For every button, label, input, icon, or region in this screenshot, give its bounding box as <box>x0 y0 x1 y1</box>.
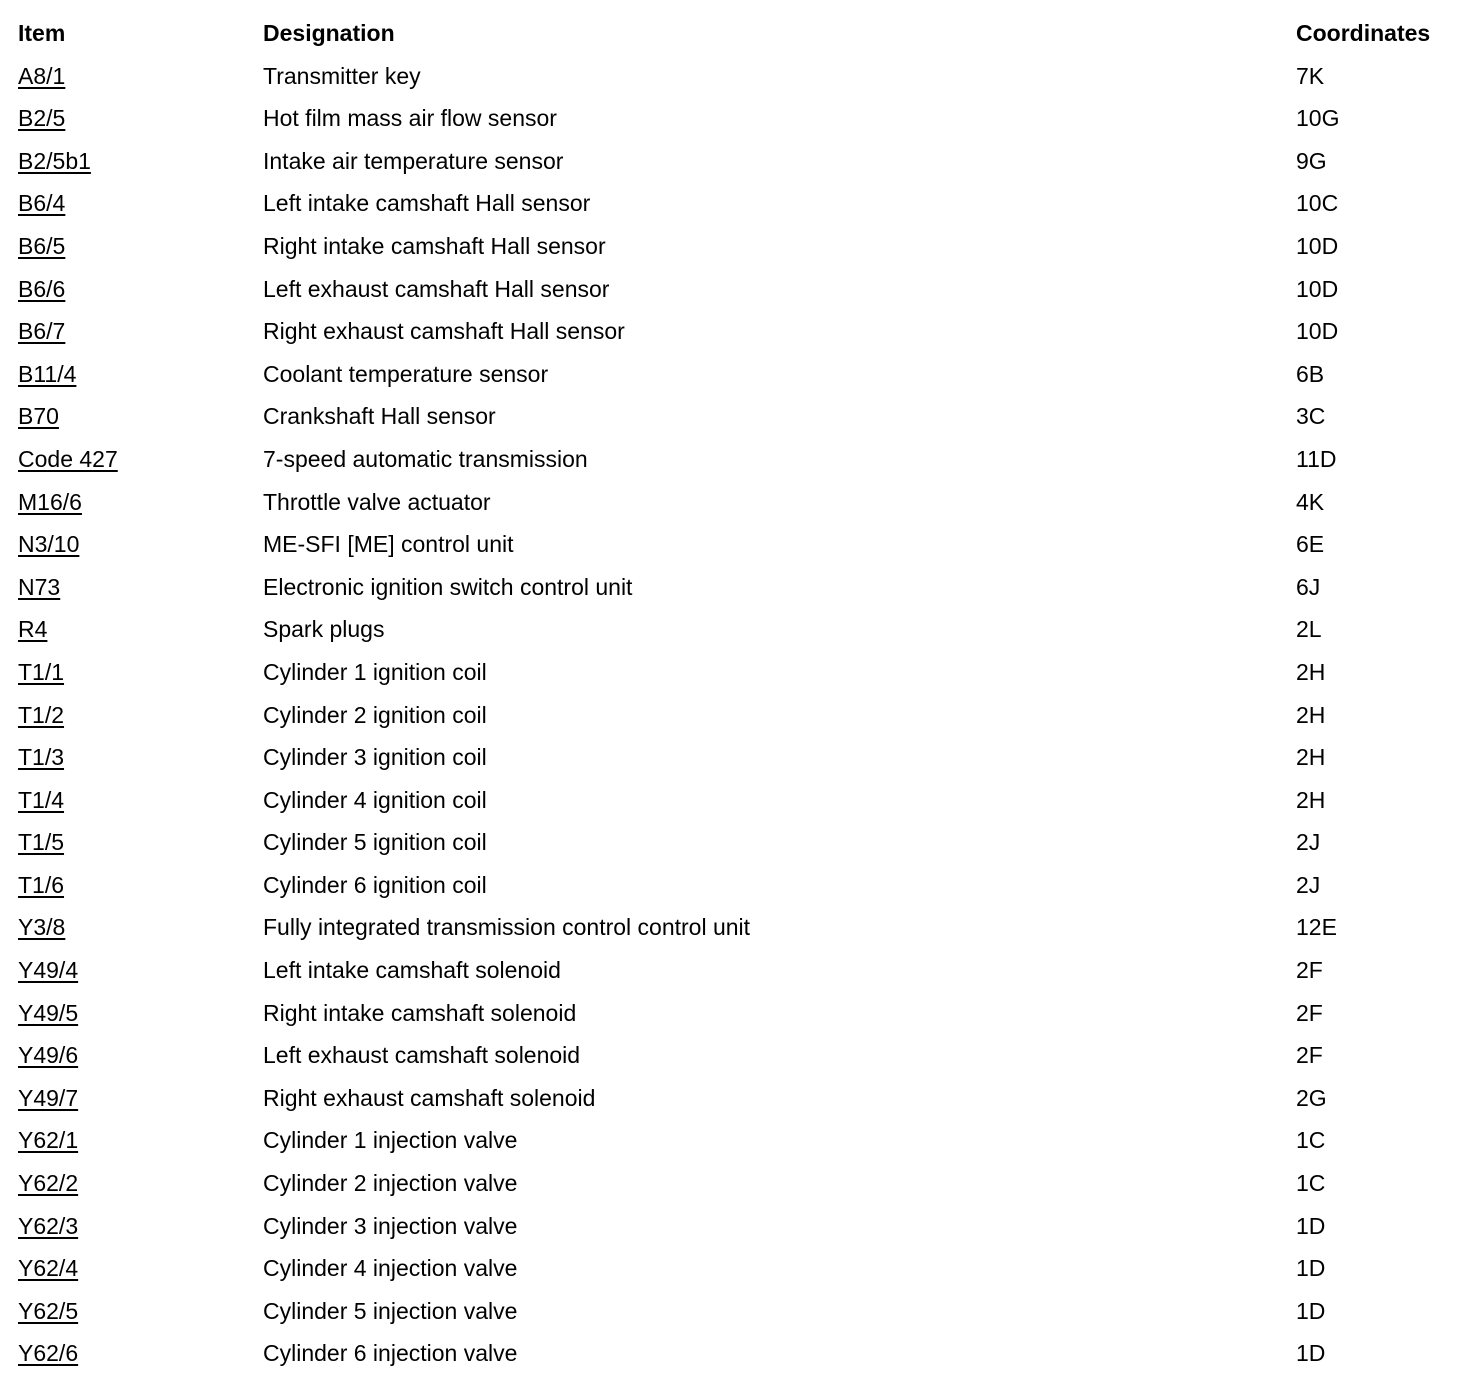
coordinates-cell: 1C <box>1296 1127 1326 1154</box>
designation-cell: Cylinder 6 ignition coil <box>263 871 487 898</box>
coordinates-cell: 11D <box>1296 445 1337 472</box>
table-row <box>18 97 1458 140</box>
table-row <box>18 736 1458 779</box>
table-row <box>18 438 1458 481</box>
table-row <box>18 1119 1458 1162</box>
item-cell <box>18 651 263 694</box>
designation-cell: Transmitter key <box>263 62 421 89</box>
table-row <box>18 182 1458 225</box>
item-link[interactable]: Y62/4 <box>18 1255 79 1282</box>
designation-cell: Cylinder 3 injection valve <box>263 1212 518 1239</box>
designation-cell: Right intake camshaft Hall sensor <box>263 232 606 259</box>
coordinates-cell: 2J <box>1296 871 1321 898</box>
coordinates-cell: 1D <box>1296 1212 1326 1239</box>
table-row <box>18 949 1458 992</box>
designation-cell: Crankshaft Hall sensor <box>263 403 496 430</box>
header-coordinates: Coordinates <box>1296 20 1431 46</box>
item-link[interactable]: B6/4 <box>18 190 66 217</box>
item-cell <box>18 310 263 353</box>
item-link[interactable]: Y3/8 <box>18 914 66 941</box>
item-cell <box>18 1332 263 1375</box>
coordinates-cell: 4K <box>1296 488 1325 515</box>
item-link[interactable]: Y49/4 <box>18 957 79 984</box>
item-cell <box>18 992 263 1035</box>
item-cell <box>18 821 263 864</box>
table-row <box>18 821 1458 864</box>
designation-cell: Cylinder 4 ignition coil <box>263 786 487 813</box>
designation-cell: Cylinder 1 ignition coil <box>263 658 487 685</box>
coordinates-cell: 2G <box>1296 1084 1327 1111</box>
item-link[interactable]: Y49/6 <box>18 1042 79 1069</box>
designation-cell: ME-SFI [ME] control unit <box>263 531 514 558</box>
coordinates-cell: 10G <box>1296 105 1340 132</box>
table-row <box>18 608 1458 651</box>
item-cell <box>18 1162 263 1205</box>
table-row <box>18 481 1458 524</box>
item-link[interactable]: B2/5 <box>18 105 66 132</box>
item-cell <box>18 268 263 311</box>
item-cell <box>18 1290 263 1333</box>
table-row <box>18 268 1458 311</box>
table-row <box>18 395 1458 438</box>
item-cell <box>18 140 263 183</box>
designation-cell: Intake air temperature sensor <box>263 147 564 174</box>
designation-cell: Cylinder 3 ignition coil <box>263 744 487 771</box>
table-row <box>18 1205 1458 1248</box>
item-link[interactable]: Y62/6 <box>18 1340 79 1367</box>
coordinates-cell: 2L <box>1296 616 1322 643</box>
table-row <box>18 906 1458 949</box>
item-link[interactable]: Y62/1 <box>18 1127 79 1154</box>
item-cell <box>18 97 263 140</box>
designation-cell: Left intake camshaft Hall sensor <box>263 190 591 217</box>
table-body <box>18 55 1458 1375</box>
item-link[interactable]: T1/6 <box>18 871 65 898</box>
item-link[interactable]: T1/4 <box>18 786 65 813</box>
coordinates-cell: 6E <box>1296 531 1325 558</box>
item-cell <box>18 779 263 822</box>
designation-cell: Cylinder 5 ignition coil <box>263 829 487 856</box>
table-row <box>18 310 1458 353</box>
table-row <box>18 523 1458 566</box>
coordinates-cell: 1D <box>1296 1255 1326 1282</box>
coordinates-cell: 1C <box>1296 1170 1326 1197</box>
designation-cell: Left intake camshaft solenoid <box>263 957 561 984</box>
designation-cell: Right intake camshaft solenoid <box>263 999 577 1026</box>
designation-cell: Electronic ignition switch control unit <box>263 573 633 600</box>
item-link[interactable]: Y62/3 <box>18 1212 79 1239</box>
item-link[interactable]: Y49/5 <box>18 999 79 1026</box>
item-cell <box>18 566 263 609</box>
item-link[interactable]: R4 <box>18 616 48 643</box>
coordinates-cell: 1D <box>1296 1340 1326 1367</box>
table-row <box>18 1034 1458 1077</box>
item-cell <box>18 438 263 481</box>
table-row <box>18 1077 1458 1120</box>
coordinates-cell: 3C <box>1296 403 1326 430</box>
table-row <box>18 1247 1458 1290</box>
item-cell <box>18 353 263 396</box>
coordinates-cell: 2H <box>1296 701 1326 728</box>
item-link[interactable]: N3/10 <box>18 531 80 558</box>
coordinates-cell: 2H <box>1296 658 1326 685</box>
table-row <box>18 55 1458 98</box>
item-cell <box>18 481 263 524</box>
designation-cell: Coolant temperature sensor <box>263 360 549 387</box>
table-row <box>18 694 1458 737</box>
coordinates-cell: 2H <box>1296 744 1326 771</box>
designation-cell: Cylinder 2 ignition coil <box>263 701 487 728</box>
item-cell <box>18 1119 263 1162</box>
coordinates-cell: 2F <box>1296 1042 1323 1069</box>
item-link[interactable]: B6/6 <box>18 275 66 302</box>
item-cell <box>18 608 263 651</box>
item-link[interactable]: B70 <box>18 403 59 430</box>
item-link[interactable]: B6/5 <box>18 232 66 259</box>
table-row <box>18 140 1458 183</box>
table-row <box>18 1290 1458 1333</box>
designation-cell: Cylinder 5 injection valve <box>263 1297 518 1324</box>
item-cell <box>18 1247 263 1290</box>
table-row <box>18 864 1458 907</box>
designation-cell: 7-speed automatic transmission <box>263 445 588 472</box>
item-cell <box>18 182 263 225</box>
item-link[interactable]: B2/5b1 <box>18 147 91 174</box>
coordinates-cell: 12E <box>1296 914 1337 941</box>
designation-cell: Left exhaust camshaft Hall sensor <box>263 275 610 302</box>
item-cell <box>18 55 263 98</box>
item-link[interactable]: Code 427 <box>18 445 118 472</box>
coordinates-cell: 9G <box>1296 147 1327 174</box>
item-link[interactable]: Y62/5 <box>18 1297 79 1324</box>
item-cell <box>18 949 263 992</box>
coordinates-cell: 1D <box>1296 1297 1326 1324</box>
item-cell <box>18 736 263 779</box>
coordinates-cell: 2J <box>1296 829 1321 856</box>
designation-cell: Cylinder 4 injection valve <box>263 1255 518 1282</box>
designation-cell: Cylinder 6 injection valve <box>263 1340 518 1367</box>
item-cell <box>18 225 263 268</box>
table-row <box>18 225 1458 268</box>
designation-cell: Right exhaust camshaft solenoid <box>263 1084 596 1111</box>
item-cell <box>18 523 263 566</box>
designation-cell: Left exhaust camshaft solenoid <box>263 1042 581 1069</box>
item-link[interactable]: T1/1 <box>18 658 65 685</box>
item-cell <box>18 906 263 949</box>
coordinates-cell: 10D <box>1296 318 1339 345</box>
coordinates-cell: 2F <box>1296 957 1323 984</box>
item-link[interactable]: A8/1 <box>18 62 66 89</box>
designation-cell: Right exhaust camshaft Hall sensor <box>263 318 625 345</box>
table-row <box>18 1162 1458 1205</box>
designation-cell: Throttle valve actuator <box>263 488 491 515</box>
table-row <box>18 353 1458 396</box>
item-link[interactable]: Y62/2 <box>18 1170 79 1197</box>
item-cell <box>18 395 263 438</box>
item-cell <box>18 694 263 737</box>
item-link[interactable]: M16/6 <box>18 488 82 515</box>
component-legend-table <box>18 12 1458 1375</box>
coordinates-cell: 7K <box>1296 62 1325 89</box>
item-link[interactable]: T1/3 <box>18 744 65 771</box>
table-row <box>18 992 1458 1035</box>
designation-cell: Fully integrated transmission control control unit <box>263 914 751 941</box>
designation-cell: Spark plugs <box>263 616 385 643</box>
table-row <box>18 1332 1458 1375</box>
item-link[interactable]: B6/7 <box>18 318 66 345</box>
item-cell <box>18 864 263 907</box>
header-item: Item <box>18 20 66 46</box>
coordinates-cell: 6J <box>1296 573 1321 600</box>
item-cell <box>18 1034 263 1077</box>
item-link[interactable]: B11/4 <box>18 360 77 387</box>
item-cell <box>18 1077 263 1120</box>
item-link[interactable]: N73 <box>18 573 61 600</box>
item-link[interactable]: T1/5 <box>18 829 65 856</box>
item-cell <box>18 1205 263 1248</box>
coordinates-cell: 10D <box>1296 232 1339 259</box>
table-row <box>18 651 1458 694</box>
designation-cell: Cylinder 1 injection valve <box>263 1127 518 1154</box>
coordinates-cell: 2F <box>1296 999 1323 1026</box>
designation-cell: Cylinder 2 injection valve <box>263 1170 518 1197</box>
header-row <box>18 12 1458 55</box>
table-row <box>18 566 1458 609</box>
item-link[interactable]: T1/2 <box>18 701 65 728</box>
table-row <box>18 779 1458 822</box>
coordinates-cell: 6B <box>1296 360 1325 387</box>
item-link[interactable]: Y49/7 <box>18 1084 79 1111</box>
coordinates-cell: 10C <box>1296 190 1339 217</box>
header-designation: Designation <box>263 20 395 46</box>
coordinates-cell: 10D <box>1296 275 1339 302</box>
designation-cell: Hot film mass air flow sensor <box>263 105 557 132</box>
coordinates-cell: 2H <box>1296 786 1326 813</box>
